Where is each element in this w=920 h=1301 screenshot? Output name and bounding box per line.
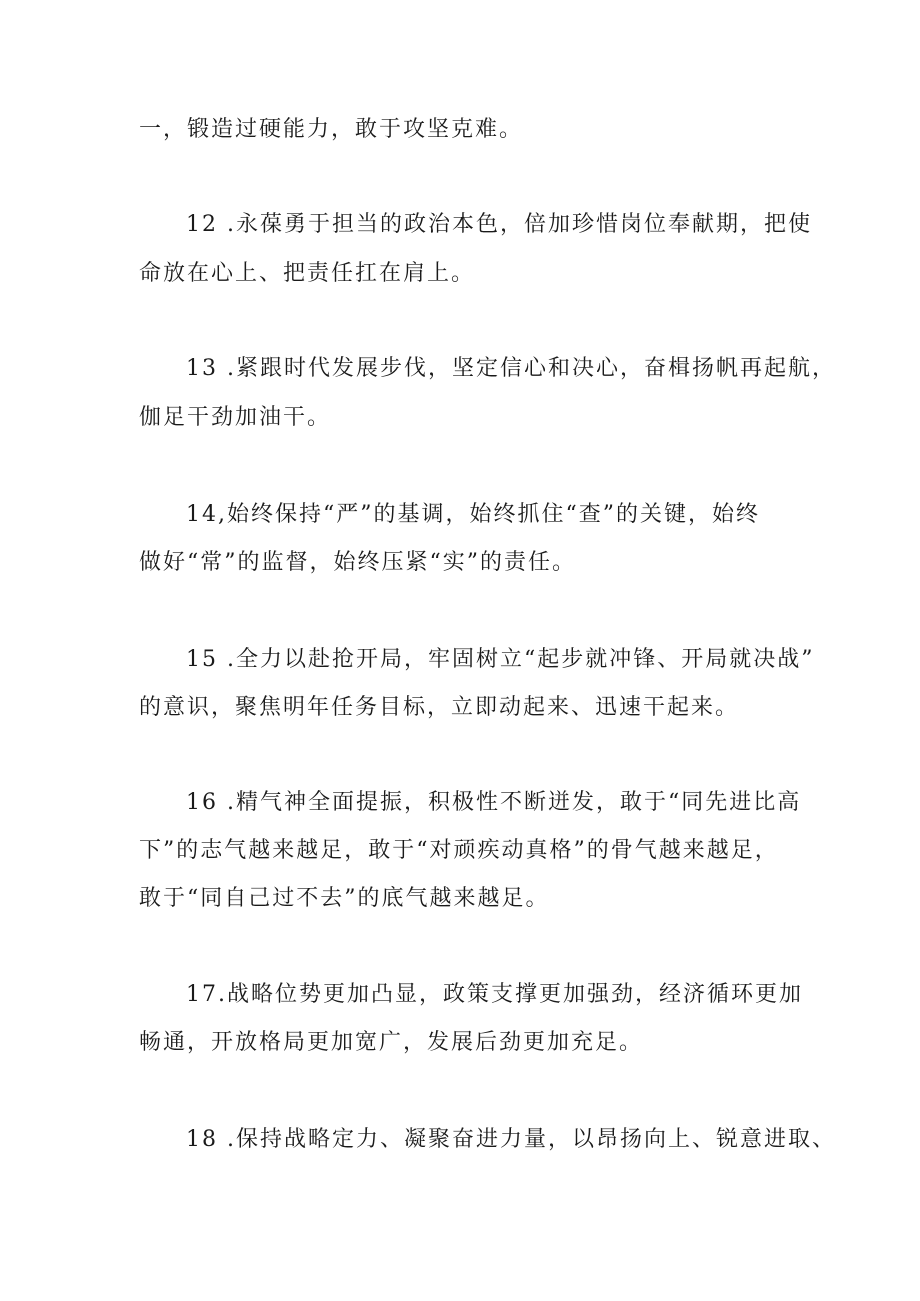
paragraph-16-line-2: 下”的志气越来越足，敢于“对顽疾动真格”的骨气越来越足， <box>139 838 779 863</box>
paragraph-18-line-1: 18 .保持战略定力、凝聚奋进力量，以昂扬向上、锐意进取、 <box>186 1127 836 1152</box>
paragraph-17-line-1: 17.战略位势更加凸显，政策支撑更加强劲，经济循环更加 <box>186 982 803 1007</box>
paragraph-15-line-1: 15 .全力以赴抢开局，牢固树立“起步就冲锋、开局就决战” <box>186 647 815 672</box>
paragraph-14-line-1: 14,始终保持“严”的基调，始终抓住“查”的关键，始终 <box>186 502 760 527</box>
heading-line: 一，锻造过硬能力，敢于攻坚克难。 <box>139 117 524 142</box>
paragraph-12-line-1: 12 .永葆勇于担当的政治本色，倍加珍惜岗位奉献期，把使 <box>186 212 812 237</box>
paragraph-16-line-3: 敢于“同自己过不去”的底气越来越足。 <box>139 886 550 911</box>
paragraph-12-line-2: 命放在心上、把责任扛在肩上。 <box>139 261 476 286</box>
paragraph-17-line-2: 畅通，开放格局更加宽广，发展后劲更加充足。 <box>139 1030 644 1055</box>
paragraph-15-line-2: 的意识，聚焦明年任务目标，立即动起来、迅速干起来。 <box>139 695 740 720</box>
paragraph-16-line-1: 16 .精气神全面提振，积极性不断迸发，敢于“同先进比高 <box>186 790 802 815</box>
paragraph-13-line-2: 伽足干劲加油干。 <box>139 405 332 430</box>
paragraph-14-line-2: 做好“常”的监督，始终压紧“实”的责任。 <box>139 550 576 575</box>
paragraph-13-line-1: 13 .紧跟时代发展步伐，坚定信心和决心，奋楫扬帆再起航， <box>186 356 836 381</box>
